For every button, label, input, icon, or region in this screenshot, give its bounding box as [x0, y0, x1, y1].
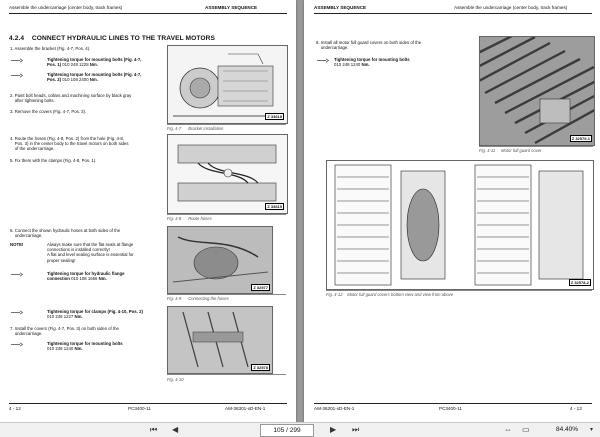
header-rule: [314, 13, 592, 14]
torque-text: Tightening torque for mounting bolts (Fig. 4-7, Pos. 2) 010 108 2400 Nm.: [47, 72, 142, 83]
step-text: 2. Paint bolt heads, collars and machining surface by black gray after tightening bolts.: [10, 93, 132, 104]
figure-id-label: Z 32578-2: [570, 280, 589, 285]
figure-bracket-installation: [167, 45, 288, 124]
wrench-icon: [10, 272, 24, 277]
note-label: NOTE!: [10, 242, 24, 247]
torque-link[interactable]: 010 248 1228: [62, 62, 89, 68]
wrench-icon: [10, 58, 24, 63]
prev-page-icon[interactable]: ◀: [172, 425, 179, 434]
track-photo: [480, 37, 594, 145]
figure-caption: Fig. 4-7 Bracket installation: [167, 126, 224, 131]
torque-text: Tightening torque for mounting bolts 010 248 1240 Nm.: [47, 341, 123, 352]
step-text: 3. Remove the covers (Fig. 4-7, Pos. 3).: [10, 109, 87, 114]
page-number: 4 - 13: [570, 406, 582, 411]
zoom-dropdown-icon[interactable]: ▾: [590, 427, 594, 433]
figure-route-hoses: [167, 134, 288, 214]
model-label: PC3400-11: [128, 406, 151, 411]
header-rule: [9, 13, 287, 14]
step-text: 8. Install all motor full guard covers on both sides of the undercarriage.: [316, 40, 422, 51]
page-number: 4 - 12: [9, 406, 21, 411]
fit-page-icon[interactable]: ▭: [522, 425, 530, 434]
header-right-text: ASSEMBLY SEQUENCE: [205, 5, 258, 10]
figure-caption: Fig. 4-11 Motor full guard cover: [479, 148, 542, 153]
viewer-toolbar: [0, 422, 600, 437]
wrench-icon: [10, 310, 24, 315]
header-left-text: Assemble the undercarriage (center body, track frames): [9, 5, 123, 10]
figure-id-label: Z 32579-1: [571, 136, 590, 141]
header-left-text: ASSEMBLY SEQUENCE: [314, 5, 367, 10]
bracket-drawing: [168, 46, 287, 123]
caption-rule: [167, 294, 286, 295]
figure-caption: Fig. 4-9 Connecting the hoses: [167, 296, 229, 301]
step-text: 4. Route the hoses (Fig. 4-8, Pos. 2) from the hole (Fig. 4-8, Pos. 3) in the center body to the travel motors on both sides of the undercarriage.: [10, 136, 129, 152]
footer-rule: [314, 403, 592, 404]
step-text: 5. Fix them with the clamps (Fig. 4-8, Pos. 1).: [10, 158, 97, 163]
header-right-text: Assemble the undercarriage (center body, track frames): [454, 5, 568, 10]
figure-id-label: Z 33619: [267, 204, 282, 209]
next-page-icon[interactable]: ▶: [330, 425, 337, 434]
figure-caption: Fig. 4-12 Motor full guard covers bottom view and view from above: [326, 292, 454, 297]
figure-id-label: Z 33618: [267, 114, 282, 119]
figure-caption: Fig. 4-8 Route hoses: [167, 216, 212, 221]
torque-text: Tightening torque for mounting bolts (Fig. 4-7, Pos. 1) 010 248 1228 Nm.: [47, 57, 142, 68]
left-page: [0, 0, 296, 422]
model-label: PC3400-11: [439, 406, 462, 411]
wrench-icon: [10, 73, 24, 78]
note-text: Always make sure that the flat seals at flange connections is installed correctly! A flat and level sealing surface is essential for proper sealing!: [47, 242, 134, 263]
step-text: 1. Assemble the bracket (Fig. 4-7, Pos. 4).: [10, 46, 91, 51]
doc-id: AM-36301-xD-EN-1: [314, 406, 355, 411]
caption-rule: [167, 214, 286, 215]
figure-motor-guard-cover: [479, 36, 595, 146]
page-number-input[interactable]: 105 / 299: [260, 424, 314, 437]
torque-link[interactable]: 010 248 1227: [47, 314, 74, 320]
torque-link[interactable]: 010 248 1240: [47, 346, 74, 352]
torque-text: Tightening torque for clamps (Fig. 4-10, Pos. 2) 010 248 1227 Nm.: [47, 309, 143, 320]
torque-text: Tightening torque for hydraulic flange connection 010 108 1656 Nm.: [47, 271, 125, 282]
torque-link[interactable]: 010 108 2400: [62, 77, 89, 83]
step-text: 7. Install the covers (Fig. 4-7, Pos. 3) on both sides of the undercarriage.: [10, 326, 119, 337]
figure-connecting-hoses: [167, 226, 273, 294]
wrench-icon: [10, 342, 24, 347]
caption-rule: [167, 374, 286, 375]
footer-rule: [9, 403, 287, 404]
figure-id-label: Z 32578: [253, 365, 268, 370]
figure-clamps: [167, 306, 273, 374]
track-views-drawing: [327, 161, 593, 289]
doc-id: AM-36301-xD-EN-1: [225, 406, 266, 411]
right-page: [304, 0, 600, 422]
section-heading: 4.2.4 CONNECT HYDRAULIC LINES TO THE TRAVEL MOTORS: [9, 35, 215, 42]
figure-id-label: Z 32577: [253, 285, 268, 290]
torque-text: Tightening torque for mounting bolts 010 248 1240 Nm.: [334, 57, 410, 68]
hoses-drawing: [168, 135, 287, 213]
step-text: 6. Connect the shown hydraulic hoses at both sides of the undercarriage.: [10, 228, 121, 239]
wrench-icon: [316, 58, 330, 63]
caption-rule: [479, 146, 593, 147]
last-page-icon[interactable]: ⏭: [352, 425, 360, 434]
torque-link[interactable]: 010 108 1656: [71, 276, 98, 282]
fit-width-icon[interactable]: ⇔: [504, 425, 512, 434]
first-page-icon[interactable]: ⏮: [150, 425, 158, 434]
figure-guard-covers-views: [326, 160, 594, 290]
torque-link[interactable]: 010 248 1240: [334, 62, 361, 68]
caption-rule: [167, 124, 286, 125]
zoom-level[interactable]: 84.40%: [556, 426, 579, 433]
figure-caption: Fig. 4-10: [167, 377, 184, 382]
caption-rule: [326, 290, 592, 291]
